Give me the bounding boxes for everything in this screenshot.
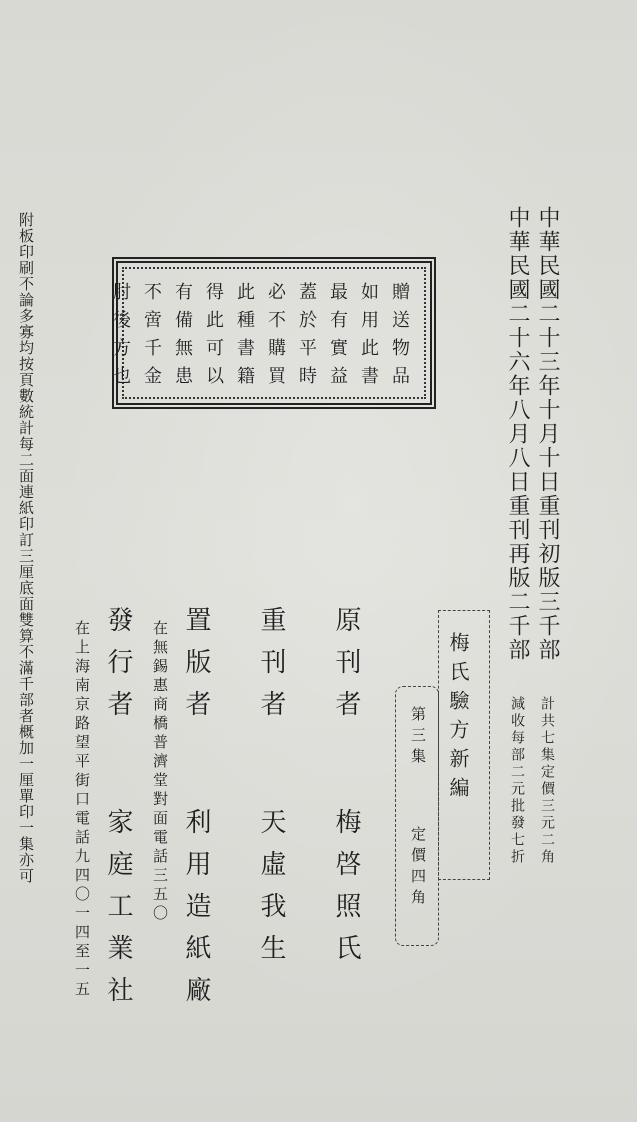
original-author-label: 原刊者 <box>331 606 361 732</box>
typesetting-address: 在無錫惠商橋普濟堂對面電話三五〇 <box>151 620 169 924</box>
gift-line-2: 如用此書 <box>358 282 379 394</box>
gift-line-4: 蓋於平時 <box>296 282 317 394</box>
gift-line-7: 得此可以 <box>203 282 224 394</box>
typesetting-label: 置版者 <box>181 606 211 732</box>
print-date-second-edition: 中華民國二十六年八月八日重刊再版二千部 <box>505 206 530 662</box>
typesetting-name: 利用造紙廠 <box>181 808 211 1018</box>
reprint-label: 重刊者 <box>256 606 286 732</box>
volume-number: 第三集 <box>409 706 427 769</box>
gift-line-3: 最有實益 <box>327 282 348 394</box>
volume-price: 定價四角 <box>409 826 427 910</box>
publisher-name: 家庭工業社 <box>103 808 133 1018</box>
print-date-first-edition: 中華民國二十三年十月十日重刊初版三千部 <box>535 206 560 662</box>
gift-line-5: 必不購買 <box>265 282 286 394</box>
volume-price-note: 計共七集定價三元二角 <box>539 696 555 866</box>
printing-terms-note: 附板印刷不論多寡均按頁數統計每二面連紙印訂三厘底面雙算不滿千部者概加一厘單印一集亦可 <box>17 212 35 884</box>
publisher-label: 發行者 <box>103 606 133 732</box>
gift-line-6: 此種書籍 <box>234 282 255 394</box>
discount-note: 減收每部二元批發七折 <box>509 696 525 866</box>
original-author-name: 梅啓照氏 <box>331 808 361 976</box>
gift-line-10: 肘後方也 <box>110 282 131 394</box>
reprint-name: 天虛我生 <box>256 808 286 976</box>
gift-line-1: 贈送物品 <box>389 282 410 394</box>
book-title: 梅氏驗方新編 <box>446 632 470 806</box>
gift-notice-box <box>112 257 436 409</box>
gift-line-9: 不啻千金 <box>141 282 162 394</box>
gift-line-8: 有備無患 <box>172 282 193 394</box>
publisher-address: 在上海南京路望平街口電話九四〇一四至一五 <box>73 620 91 1000</box>
